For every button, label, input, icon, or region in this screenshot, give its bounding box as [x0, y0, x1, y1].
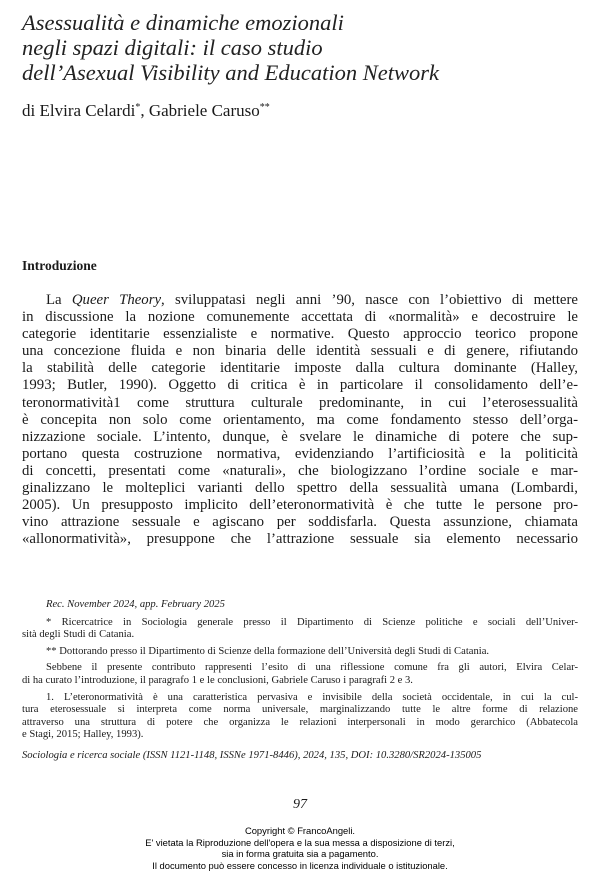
text-run: , sviluppatasi negli anni ’90, nasce con l’obiettivo di mettere	[161, 292, 578, 308]
title-line: negli spazi digitali: il caso studio	[22, 35, 323, 60]
footnote-line: ** Dottorando presso il Dipartimento di Scienze della formazione dell’Università degli Studi di Catania.	[46, 645, 490, 657]
text-run: La	[46, 292, 72, 308]
footnote-contribution	[22, 662, 578, 687]
received-date: Rec. November 2024, app. February 2025	[46, 599, 225, 610]
footnote-line: 1. L’eteronormatività è una caratteristica pervasiva e invisibile della società occidentale, in cui la cul-	[46, 691, 578, 703]
text-line: vino attrazione sessuale e agiscano per soddisfarla. Questa assunzione, chiamata	[22, 514, 578, 531]
author-name: Elvira Celardi	[39, 101, 136, 120]
text-line: categorie identitarie essenzialiste e normative. Questo approccio teorico propone	[22, 326, 578, 343]
footnotes	[22, 599, 578, 763]
author-prefix: di	[22, 101, 40, 120]
text-line: nizzazione sociale. L’intento, dunque, è svelare le dinamiche di potere che sup-	[22, 428, 578, 445]
page-number: 97	[293, 797, 307, 812]
footnote-author1	[22, 617, 578, 642]
footnote-line: e Stagi, 2015; Halley, 1993).	[22, 729, 144, 741]
text-line: una concezione fluida e non binaria delle identità sessuali e di genere, rifiutando	[22, 343, 578, 360]
text-line: «allonormatività», presuppone che l’attrazione sessuale sia elemento necessario	[22, 531, 578, 548]
article-title	[22, 10, 578, 85]
copyright-line: Copyright © FrancoAngeli.	[244, 825, 356, 836]
section-heading: Introduzione	[22, 258, 97, 273]
text-line: ginalizzano le molteplici varianti dello spettro della sessualità umana (Lombardi,	[22, 480, 578, 497]
text-line: 2005). Un presupposto implicito dell’eteronormatività è che tutte le persone pro-	[22, 497, 578, 514]
copyright-line: sia in forma gratuita sia a pagamento.	[221, 848, 379, 859]
footnote-line: attraverso una struttura di potere che organizza le relazioni interpersonali in modo gerarchico (Abbatecola	[22, 716, 578, 728]
copyright-notice	[0, 825, 600, 871]
author-line	[22, 97, 578, 122]
title-line: Asessualità e dinamiche emozionali	[22, 10, 344, 35]
emphasis-term: Queer Theory	[71, 292, 162, 308]
footnote-author2	[22, 646, 578, 659]
article-header	[22, 10, 578, 122]
journal-citation: Sociologia e ricerca sociale (ISSN 1121-1148, ISSNe 1971-8446), 2024, 135, DOI: 10.3280/SR2024-135005	[22, 749, 482, 761]
text-line: è concepita non solo come orientamento, ma come fondamento stesso dell’orga-	[22, 411, 578, 428]
footnote-line: di ha curato l’introduzione, il paragrafo 1 e le conclusioni, Gabriele Caruso i paragrafi 2 e 3.	[22, 674, 413, 686]
footnote-line: sità degli Studi di Catania.	[22, 629, 135, 641]
text-line: teronormatività1 come struttura culturale predominante, in cui l’eterosessualità	[22, 394, 578, 411]
author-footnote-mark: **	[259, 102, 270, 113]
title-line: dell’Asexual Visibility and Education Network	[22, 60, 440, 85]
copyright-line: Il documento può essere concesso in licenza individuale o istituzionale.	[152, 859, 448, 871]
footnote-line: * Ricercatrice in Sociologia generale presso il Dipartimento di Scienze politiche e sociali dell’Univer-	[46, 616, 578, 628]
body-paragraph	[22, 292, 578, 548]
copyright-line: E' vietata la Riproduzione dell'opera e la sua messa a disposizione di terzi,	[145, 836, 455, 848]
author-footnote-mark: *	[135, 102, 141, 113]
author-separator: ,	[140, 101, 149, 120]
footnote-line: tura eterosessuale si interpreta come norma universale, marginalizzando tutte le altre forme di relazione	[22, 704, 578, 716]
text-line: 1993; Butler, 1990). Oggetto di critica è in particolare il consolidamento dell’e-	[22, 377, 578, 394]
footnote-line: Sebbene il presente contributo rappresenti l’esito di una riflessione comune fra gli autori, Elvira Celar-	[46, 662, 578, 674]
text-line: di concetti, presentati come «naturali», che biologizzano l’ordine sociale e mar-	[22, 462, 578, 479]
footnote-1	[22, 692, 578, 742]
text-line	[22, 292, 578, 309]
text-line: la stabilità delle categorie identitarie imposte dalla cultura dominante (Halley,	[22, 360, 578, 377]
author-name: Gabriele Caruso	[148, 101, 260, 120]
text-line: in discussione la nozione comunemente accettata di «normalità» e decostruire le	[22, 309, 578, 326]
text-line: portano questa costruzione normativa, evidenziando l’artificiosità e la politicità	[22, 445, 578, 462]
